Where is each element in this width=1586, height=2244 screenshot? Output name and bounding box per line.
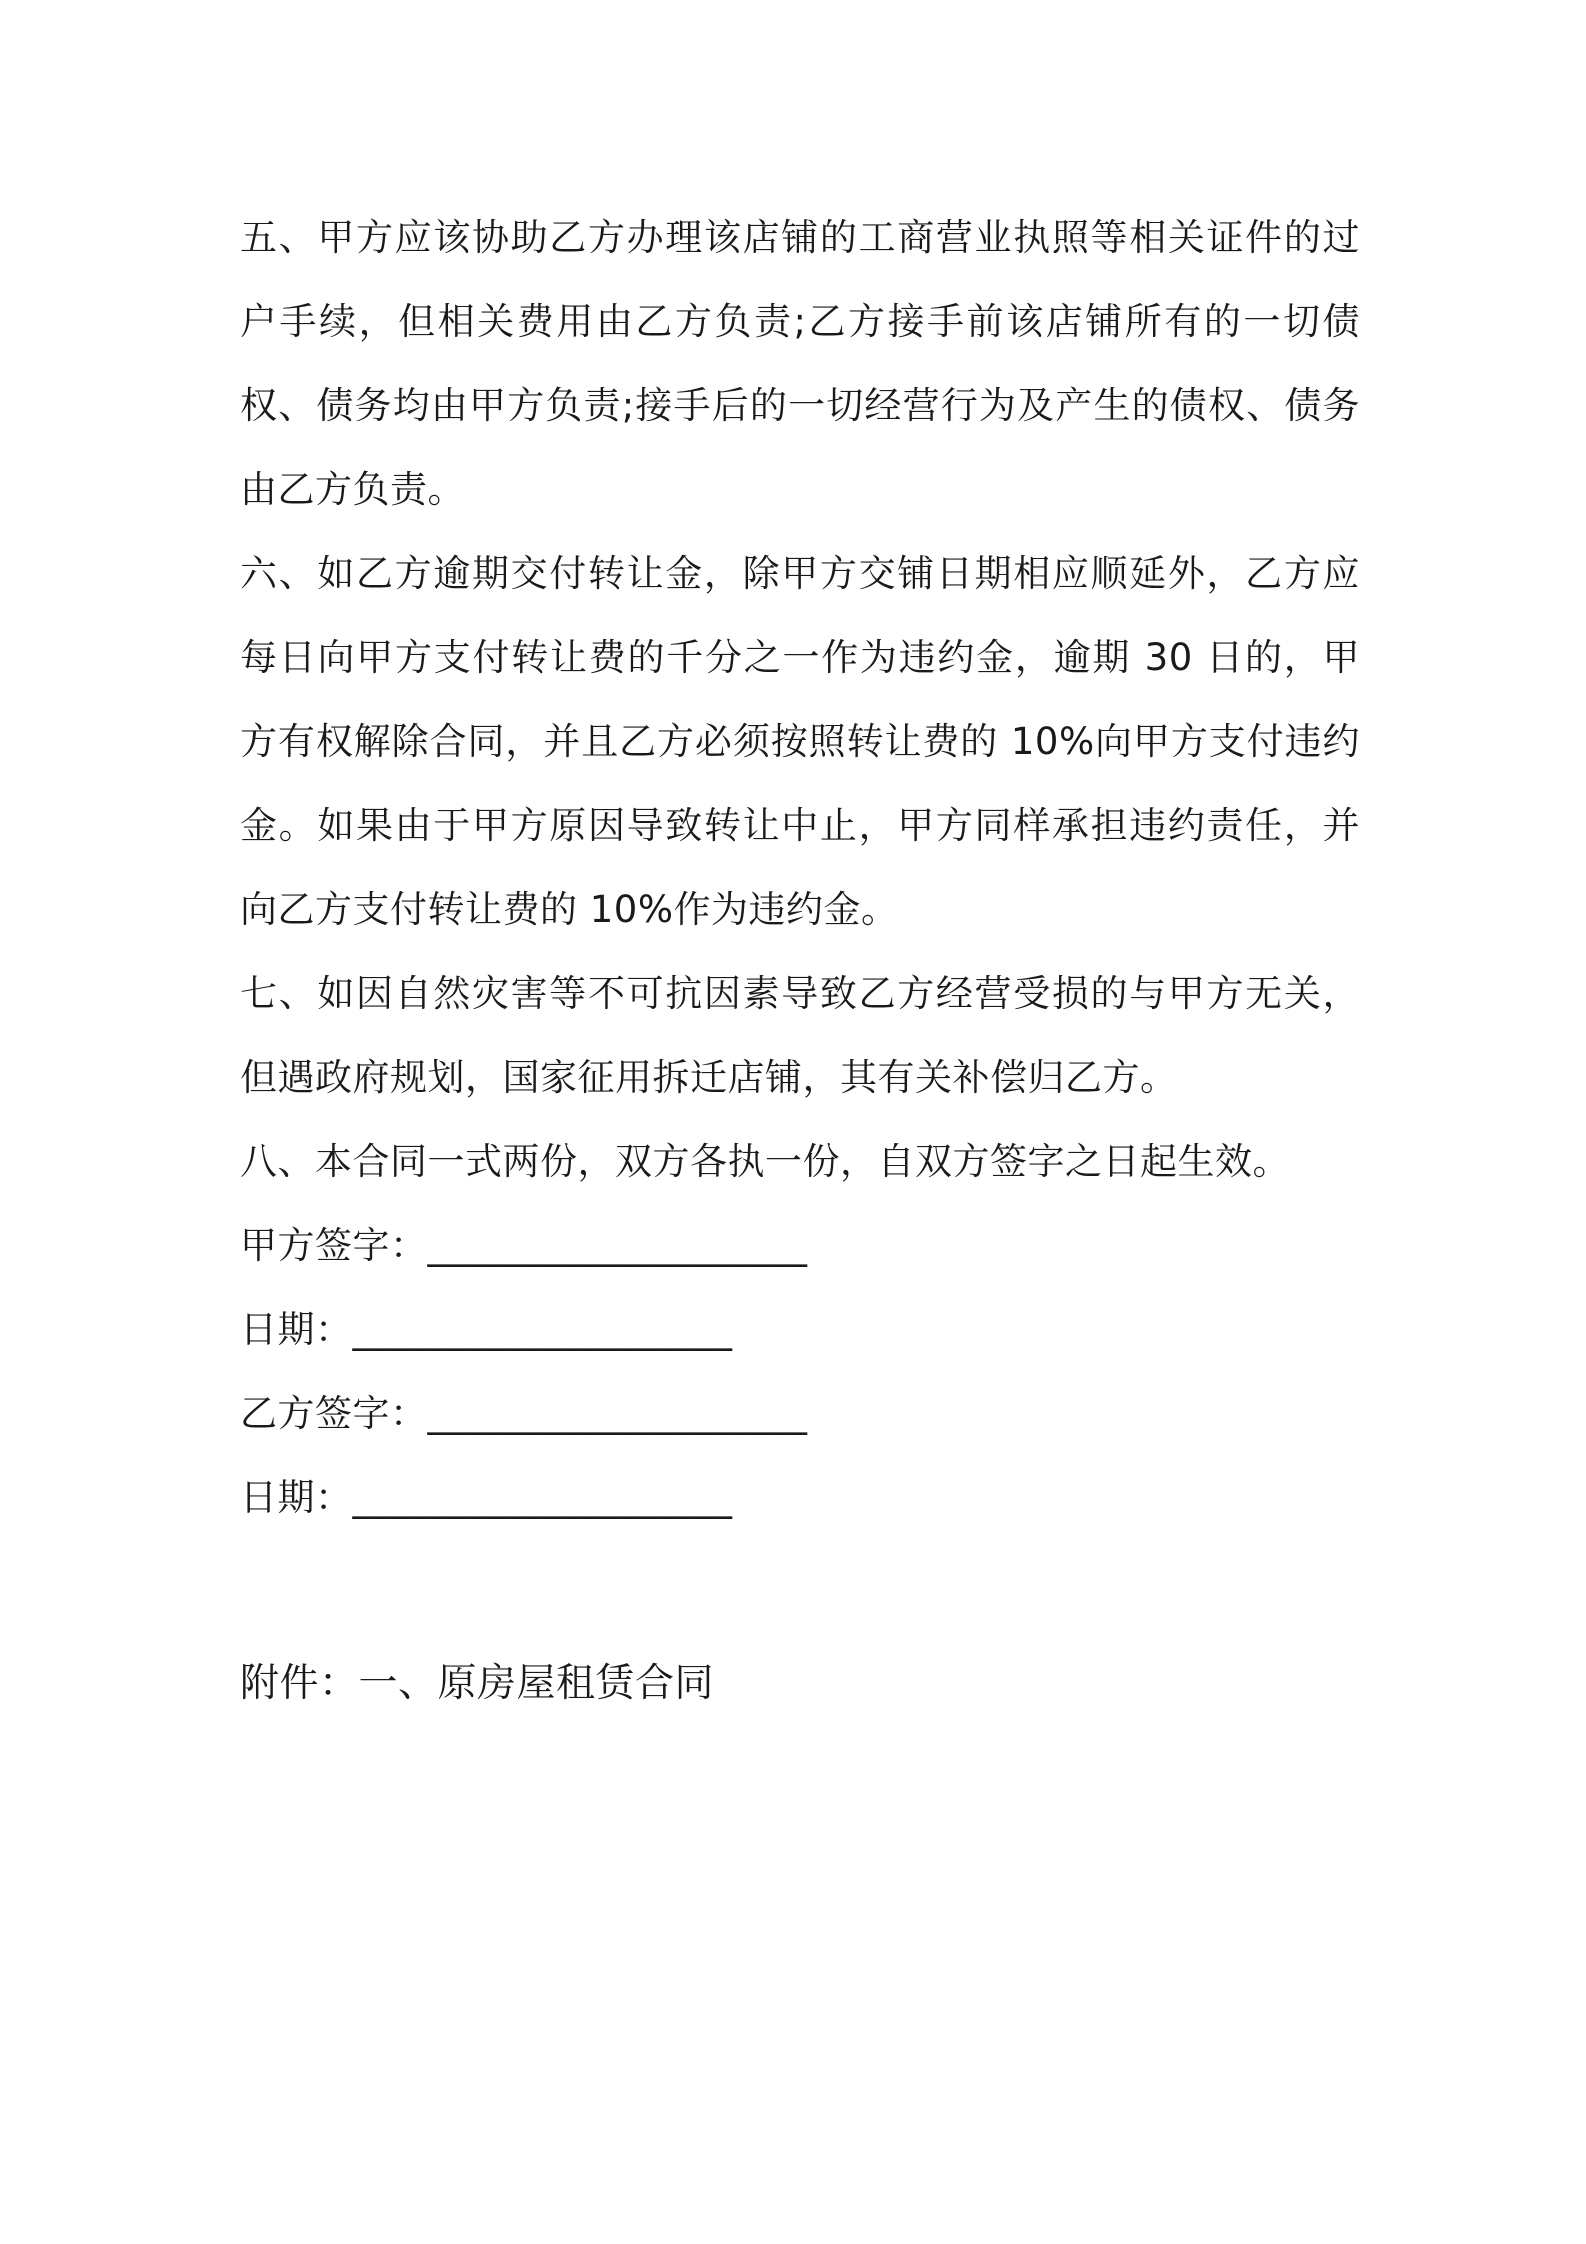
clause-6: 六、如乙方逾期交付转让金，除甲方交铺日期相应顺延外，乙方应每日向甲方支付转让费的千分之一作为违约金，逾期 30 日的，甲方有权解除合同，并且乙方必须按照转让费的 10%向甲方支付违约金。如果由于甲方原因导致转让中止，甲方同样承担违约责任，并向乙方支付转让费的 10%作为违约金。 (240, 552, 1360, 931)
party-a-date-line: 日期：____________________ (240, 1308, 733, 1351)
clause-5: 五、甲方应该协助乙方办理该店铺的工商营业执照等相关证件的过户手续，但相关费用由乙方负责;乙方接手前该店铺所有的一切债权、债务均由甲方负责;接手后的一切经营行为及产生的债权、债务由乙方负责。 (240, 216, 1360, 511)
party-b-date-line: 日期：____________________ (240, 1476, 733, 1519)
party-a-signature-line: 甲方签字：____________________ (240, 1224, 808, 1267)
contract-body (240, 196, 1360, 1540)
attachment-line: 附件：一、原房屋租赁合同 (240, 1661, 715, 1706)
party-b-signature-line: 乙方签字：____________________ (240, 1392, 808, 1435)
clause-8: 八、本合同一式两份，双方各执一份，自双方签字之日起生效。 (240, 1140, 1290, 1183)
clause-7: 七、如因自然灾害等不可抗因素导致乙方经营受损的与甲方无关，但遇政府规划，国家征用拆迁店铺，其有关补偿归乙方。 (240, 972, 1360, 1099)
